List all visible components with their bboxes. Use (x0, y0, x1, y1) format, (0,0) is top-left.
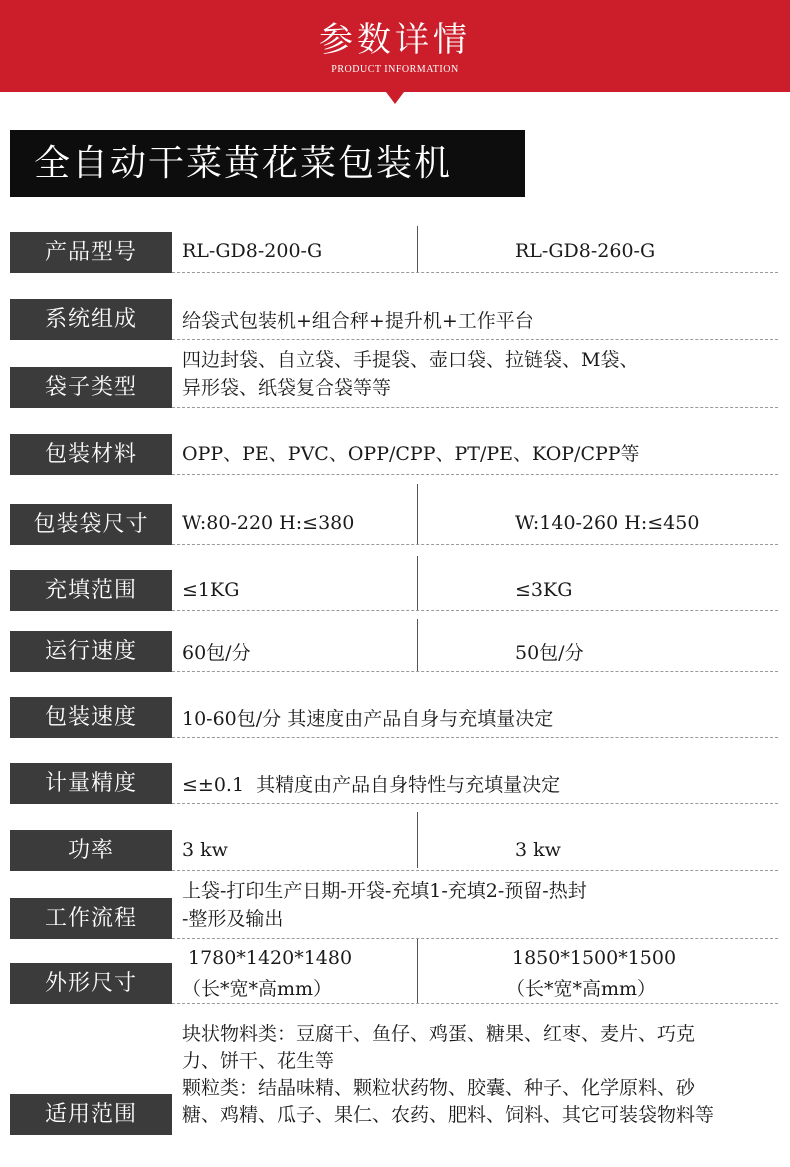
spec-value-line: 糖、鸡精、瓜子、果仁、农药、肥料、饲料、其它可装袋物料等 (182, 1104, 715, 1126)
row-divider (172, 407, 778, 408)
spec-value-right: ≤3KG (515, 579, 573, 601)
spec-label: 系统组成 (10, 299, 172, 340)
spec-value-left: RL-GD8-200-G (182, 240, 323, 262)
spec-label: 包装速度 (10, 697, 172, 738)
spec-label: 外形尺寸 (10, 963, 172, 1004)
spec-value-line: 四边封袋、自立袋、手提袋、壶口袋、拉链袋、M袋、 (182, 349, 639, 371)
column-divider (417, 226, 418, 272)
column-divider (417, 812, 418, 868)
spec-label: 包装材料 (10, 434, 172, 475)
spec-value: ≤±0.1 其精度由产品自身特性与充填量决定 (182, 774, 561, 796)
spec-value-right: RL-GD8-260-G (515, 240, 656, 262)
spec-value-line: 异形袋、纸袋复合袋等等 (182, 377, 392, 399)
row-divider (172, 671, 778, 672)
spec-value: 给袋式包装机+组合秤+提升机+工作平台 (182, 310, 534, 332)
row-divider (172, 1003, 778, 1004)
spec-value-left: ≤1KG (182, 579, 240, 601)
spec-value-left: 1780*1420*1480 (188, 947, 353, 969)
spec-value-right: 50包/分 (515, 642, 584, 664)
header-subtitle: PRODUCT INFORMATION (331, 64, 459, 75)
spec-value-line: -整形及输出 (182, 908, 284, 930)
spec-value-line: 颗粒类：结晶味精、颗粒状药物、胶囊、种子、化学原料、砂 (182, 1077, 696, 1099)
spec-label: 功率 (10, 830, 172, 871)
spec-label: 包装袋尺寸 (10, 504, 172, 545)
spec-label: 工作流程 (10, 898, 172, 939)
spec-value-line: 上袋-打印生产日期-开袋-充填1-充填2-预留-热封 (182, 880, 587, 902)
row-divider (172, 803, 778, 804)
banner-pointer (386, 92, 404, 104)
spec-label: 袋子类型 (10, 367, 172, 408)
header-title: 参数详情 (319, 20, 471, 60)
column-divider (417, 556, 418, 610)
spec-value: 10-60包/分 其速度由产品自身与充填量决定 (182, 708, 554, 730)
spec-value-left: W:80-220 H:≤380 (182, 512, 355, 534)
spec-label: 产品型号 (10, 232, 172, 273)
spec-value: OPP、PE、PVC、OPP/CPP、PT/PE、KOP/CPP等 (182, 443, 640, 465)
spec-label: 适用范围 (10, 1094, 172, 1135)
row-divider (172, 938, 778, 939)
spec-value-right: W:140-260 H:≤450 (515, 512, 700, 534)
spec-value-right: （长*宽*高mm） (506, 978, 657, 1000)
row-divider (172, 610, 778, 611)
row-divider (172, 474, 778, 475)
spec-value-line: 力、饼干、花生等 (182, 1050, 335, 1072)
row-divider (172, 737, 778, 738)
spec-value-line: 块状物料类：豆腐干、鱼仔、鸡蛋、糖果、红枣、麦片、巧克 (182, 1023, 696, 1045)
row-divider (172, 870, 778, 871)
row-divider (172, 544, 778, 545)
spec-label: 计量精度 (10, 763, 172, 804)
product-title: 全自动干菜黄花菜包装机 (10, 130, 525, 197)
column-divider (417, 484, 418, 544)
row-divider (172, 339, 778, 340)
header-banner (0, 0, 790, 92)
spec-value-left: （长*宽*高mm） (182, 978, 333, 1000)
row-divider (172, 272, 778, 273)
spec-value-left: 60包/分 (182, 642, 251, 664)
spec-label: 充填范围 (10, 570, 172, 611)
column-divider (417, 619, 418, 671)
spec-value-right: 1850*1500*1500 (512, 947, 677, 969)
spec-value-left: 3 kw (182, 839, 228, 861)
spec-label: 运行速度 (10, 631, 172, 672)
column-divider (417, 939, 418, 1003)
spec-value-right: 3 kw (515, 839, 561, 861)
